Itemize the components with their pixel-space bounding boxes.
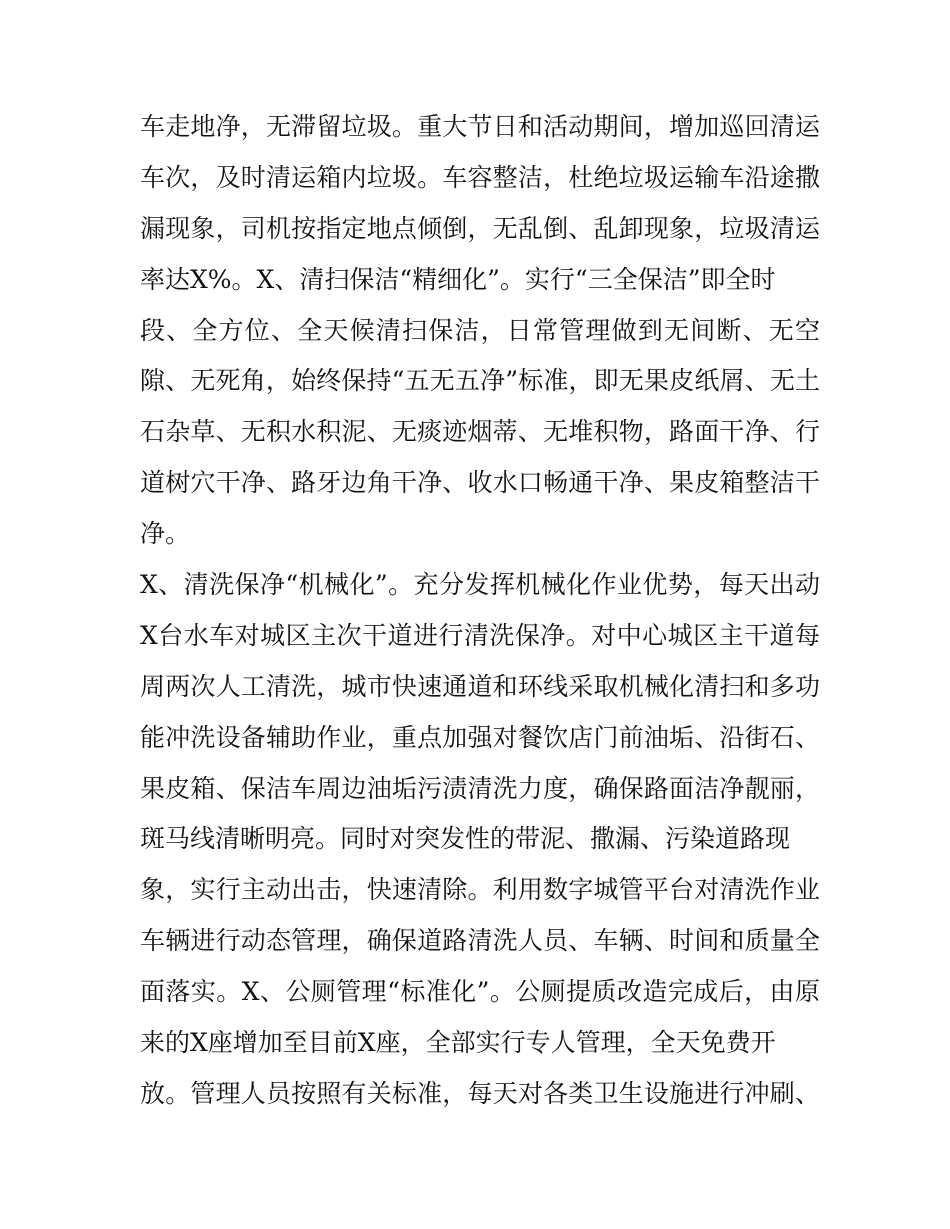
text-line: 象，实行主动出击，快速清除。利用数字城管平台对清洗作业 <box>140 875 820 905</box>
body-text <box>140 102 820 1120</box>
text-line: 隙、无死角，始终保持“五无五净”标准，即无果皮纸屑、无土 <box>140 366 820 396</box>
text-line: 率达X%。X、清扫保洁“精细化”。实行“三全保洁”即全时 <box>140 264 776 294</box>
text-line: 石杂草、无积水积泥、无痰迹烟蒂、无堆积物，路面干净、行 <box>140 417 820 447</box>
text-line: 果皮箱、保洁车周边油垢污渍清洗力度，确保路面洁净靓丽， <box>140 773 820 803</box>
text-line: 段、全方位、全天候清扫保洁，日常管理做到无间断、无空 <box>140 315 820 345</box>
text-line: X、清洗保净“机械化”。充分发挥机械化作业优势，每天出动 <box>140 570 820 600</box>
text-line: 来的X座增加至目前X座，全部实行专人管理，全天免费开 <box>140 1028 776 1058</box>
text-line: 车次，及时清运箱内垃圾。车容整洁，杜绝垃圾运输车沿途撒 <box>140 162 820 192</box>
text-line: 放。管理人员按照有关标准，每天对各类卫生设施进行冲刷、 <box>140 1078 820 1108</box>
text-line: X台水车对城区主次干道进行清洗保净。对中心城区主干道每 <box>140 620 820 650</box>
text-line: 能冲洗设备辅助作业，重点加强对餐饮店门前油垢、沿街石、 <box>140 722 820 752</box>
text-line: 道树穴干净、路牙边角干净、收水口畅通干净、果皮箱整洁干 <box>140 468 820 498</box>
text-line: 面落实。X、公厕管理“标准化”。公厕提质改造完成后，由原 <box>140 977 820 1007</box>
text-line: 斑马线清晰明亮。同时对突发性的带泥、撒漏、污染道路现 <box>140 824 791 854</box>
text-line: 车辆进行动态管理，确保道路清洗人员、车辆、时间和质量全 <box>140 926 820 956</box>
text-line: 净。 <box>140 519 191 549</box>
text-line: 车走地净，无滞留垃圾。重大节日和活动期间，增加巡回清运 <box>140 112 820 141</box>
text-line: 周两次人工清洗，城市快速通道和环线采取机械化清扫和多功 <box>140 671 820 701</box>
text-line: 漏现象，司机按指定地点倾倒，无乱倒、乱卸现象，垃圾清运 <box>140 213 820 243</box>
